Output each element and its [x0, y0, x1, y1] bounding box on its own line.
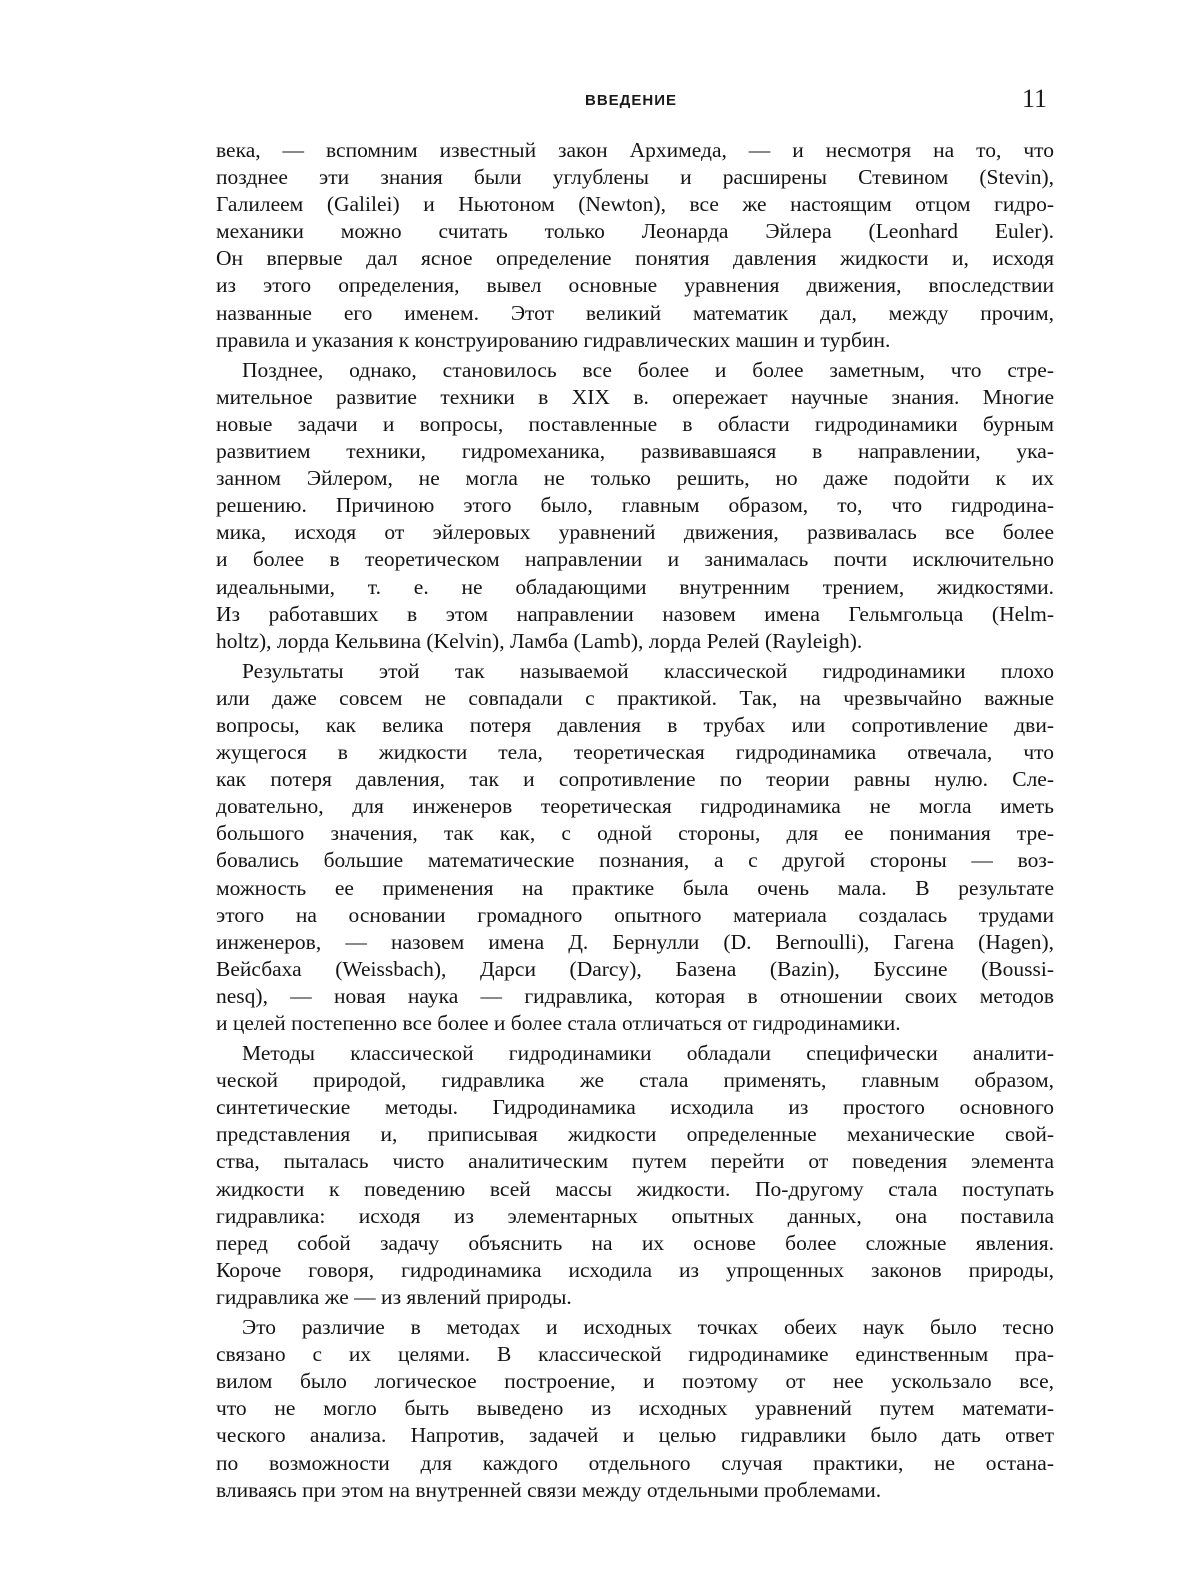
text-line: как потеря давления, так и сопротивление по теории равны нулю. Сле- [216, 767, 1054, 792]
text-line: Из работавших в этом направлении назовем имена Гельмгольца (Helm- [216, 601, 1054, 626]
text-line: Галилеем (Galilei) и Ньютоном (Newton), все же настоящим отцом гидро- [216, 192, 1054, 217]
text-line: механики можно считать только Леонарда Эйлера (Leonhard Euler). [216, 219, 1054, 244]
text-line: nesq), — новая наука — гидравлика, которая в отношении своих методов [216, 983, 1054, 1008]
text-line: названные его именем. Этот великий математик дал, между прочим, [216, 300, 1054, 325]
text-line: вилом было логическое построение, и поэтому от нее ускользало все, [216, 1369, 1054, 1394]
text-line: этого на основании громадного опытного материала создалась трудами [216, 902, 1054, 927]
text-line: мика, исходя от эйлеровых уравнений движения, развивалась все более [216, 520, 1054, 545]
text-line: представления и, приписывая жидкости определенные механические свой- [216, 1122, 1054, 1147]
paragraph [216, 1040, 1054, 1311]
text-line: Вейсбаха (Weissbach), Дарси (Darcy), Базена (Bazin), Буссине (Boussi- [216, 956, 1054, 981]
body-text [216, 137, 1054, 1504]
paragraph [216, 357, 1054, 655]
text-line: или даже совсем не совпадали с практикой. Так, на чрезвычайно важные [216, 685, 1054, 710]
text-line: синтетические методы. Гидродинамика исходила из простого основного [216, 1095, 1054, 1120]
text-line: вливаясь при этом на внутренней связи между отдельными проблемами. [216, 1477, 882, 1502]
text-line: перед собой задачу объяснить на их основе более сложные явления. [216, 1230, 1054, 1255]
text-line: по возможности для каждого отдельного случая практики, не остана- [216, 1450, 1054, 1475]
text-line: Он впервые дал ясное определение понятия давления жидкости и, исходя [216, 246, 1054, 271]
text-line: что не могло быть выведено из исходных уравнений путем математи- [216, 1396, 1054, 1421]
running-title: ВВЕДЕНИЕ [585, 92, 677, 109]
text-line: жущегося в жидкости тела, теоретическая гидродинамика отвечала, что [216, 740, 1054, 765]
text-line: идеальными, т. е. не обладающими внутренним трением, жидкостями. [216, 574, 1054, 599]
page-number: 11 [1022, 84, 1048, 113]
text-line: связано с их целями. В классической гидродинамике единственным пра- [216, 1342, 1054, 1367]
text-line: Позднее, однако, становилось все более и более заметным, что стре- [242, 357, 1054, 382]
paragraph [216, 658, 1054, 1037]
paragraph [216, 137, 1054, 354]
text-line: новые задачи и вопросы, поставленные в области гидродинамики бурным [216, 411, 1054, 436]
text-line: развитием техники, гидромеханика, развивавшаяся в направлении, ука- [216, 439, 1054, 464]
text-line: ства, пыталась чисто аналитическим путем перейти от поведения элемента [216, 1149, 1054, 1174]
text-line: и более в теоретическом направлении и занималась почти исключительно [216, 547, 1054, 572]
text-line: довательно, для инженеров теоретическая гидродинамика не могла иметь [216, 794, 1054, 819]
text-line: века, — вспомним известный закон Архимеда, — и несмотря на то, что [216, 138, 1054, 162]
text-line: можность ее применения на практике была очень мала. В результате [216, 875, 1054, 900]
text-line: гидравлика же — из явлений природы. [216, 1284, 572, 1309]
text-line: Это различие в методах и исходных точках обеих наук было тесно [242, 1315, 1054, 1340]
text-line: инженеров, — назовем имена Д. Бернулли (D. Bernoulli), Гагена (Hagen), [216, 929, 1054, 954]
text-line: ческого анализа. Напротив, задачей и целью гидравлики было дать ответ [216, 1423, 1054, 1448]
text-line: жидкости к поведению всей массы жидкости. По-другому стала поступать [216, 1176, 1054, 1201]
paragraph [216, 1314, 1054, 1504]
text-line: решению. Причиною этого было, главным образом, то, что гидродина- [216, 493, 1054, 518]
text-line: мительное развитие техники в XIX в. опережает научные знания. Многие [216, 384, 1054, 409]
text-line: занном Эйлером, не могла не только решить, но даже подойти к их [216, 466, 1054, 491]
text-line: вопросы, как велика потеря давления в трубах или сопротивление дви- [216, 712, 1054, 737]
text-line: Короче говоря, гидродинамика исходила из упрощенных законов природы, [216, 1257, 1054, 1282]
text-line: большого значения, так как, с одной стороны, для ее понимания тре- [216, 821, 1054, 846]
text-line: Методы классической гидродинамики обладали специфически аналити- [242, 1041, 1054, 1066]
text-line: holtz), лорда Кельвина (Kelvin), Ламба (Lamb), лорда Релей (Rayleigh). [216, 628, 863, 653]
text-line: из этого определения, вывел основные уравнения движения, впоследствии [216, 273, 1054, 298]
text-line: ческой природой, гидравлика же стала применять, главным образом, [216, 1068, 1054, 1093]
text-line: Результаты этой так называемой классической гидродинамики плохо [242, 658, 1054, 683]
text-line: позднее эти знания были углублены и расширены Стевином (Stevin), [216, 165, 1054, 190]
text-line: и целей постепенно все более и более стала отличаться от гидродинамики. [216, 1011, 901, 1035]
text-line: гидравлика: исходя из элементарных опытных данных, она поставила [216, 1203, 1054, 1228]
text-line: бовались большие математические познания, а с другой стороны — воз- [216, 848, 1054, 873]
text-line: правила и указания к конструированию гидравлических машин и турбин. [216, 327, 891, 352]
